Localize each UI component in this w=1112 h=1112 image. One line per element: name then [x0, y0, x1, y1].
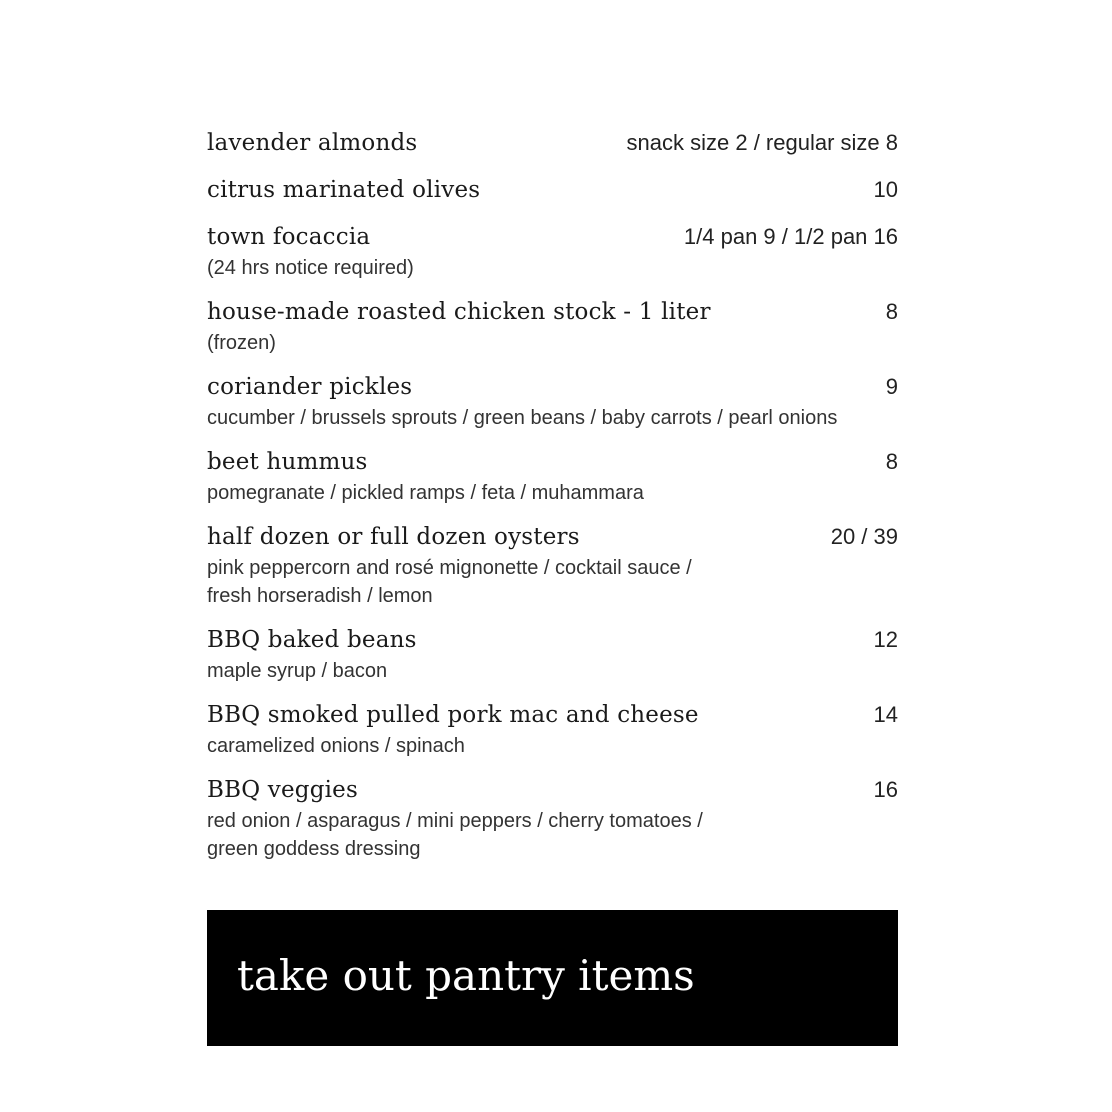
menu-item-price: 16 [873, 777, 898, 802]
menu-item-price: 1/4 pan 9 / 1/2 pan 16 [683, 224, 898, 249]
menu-item-price: 14 [873, 702, 898, 727]
menu-item-name: beet hummus [207, 449, 368, 475]
menu-item-description: cucumber / brussels sprouts / green beans / baby carrots / pearl onions [207, 407, 838, 429]
menu-item-price: 8 [885, 449, 898, 474]
menu-item-name: coriander pickles [207, 374, 413, 400]
menu-item-name: house-made roasted chicken stock - 1 liter [207, 299, 711, 325]
menu-item [207, 773, 898, 863]
menu-item [207, 698, 898, 760]
menu-item-description: maple syrup / bacon [207, 660, 388, 682]
menu-item-description: fresh horseradish / lemon [207, 585, 433, 607]
pantry-banner [207, 910, 898, 1046]
menu-item-name: half dozen or full dozen oysters [207, 524, 580, 550]
menu-list [207, 126, 898, 876]
menu-item-row [207, 520, 898, 554]
menu-item-row [207, 220, 898, 254]
menu-item-description: red onion / asparagus / mini peppers / cherry tomatoes / [207, 810, 703, 832]
menu-item-price: 10 [873, 177, 898, 202]
menu-item-description: caramelized onions / spinach [207, 735, 465, 757]
menu-item-row [207, 623, 898, 657]
menu-item [207, 220, 898, 282]
menu-item-row [207, 698, 898, 732]
menu-item [207, 623, 898, 685]
menu-item [207, 295, 898, 357]
menu-item [207, 370, 898, 432]
menu-item-row [207, 173, 898, 207]
menu-item-name: town focaccia [207, 224, 371, 250]
menu-item-row [207, 773, 898, 807]
menu-item-name: lavender almonds [207, 130, 418, 156]
menu-item-price: 12 [873, 627, 898, 652]
menu-item-name: BBQ veggies [207, 777, 358, 803]
menu-item-description: pink peppercorn and rosé mignonette / cocktail sauce / [207, 557, 692, 579]
menu-item-price: 9 [885, 374, 898, 399]
banner-title: take out pantry items [237, 951, 695, 1000]
menu-item-row [207, 370, 898, 404]
menu-item-description: green goddess dressing [207, 838, 421, 860]
menu-item-price: 8 [885, 299, 898, 324]
menu-item-name: citrus marinated olives [207, 177, 481, 203]
menu-item-row [207, 295, 898, 329]
menu-item-description: pomegranate / pickled ramps / feta / muhammara [207, 482, 644, 504]
menu-item-price: 20 / 39 [830, 524, 898, 549]
menu-item-price: snack size 2 / regular size 8 [626, 130, 898, 155]
menu-item [207, 520, 898, 610]
menu-item [207, 173, 898, 207]
menu-item-row [207, 126, 898, 160]
menu-item-description: (frozen) [207, 332, 276, 354]
menu-item [207, 126, 898, 160]
menu-item-name: BBQ smoked pulled pork mac and cheese [207, 702, 699, 728]
menu-item [207, 445, 898, 507]
menu-item-description: (24 hrs notice required) [207, 257, 414, 279]
menu-item-row [207, 445, 898, 479]
menu-item-name: BBQ baked beans [207, 627, 417, 653]
